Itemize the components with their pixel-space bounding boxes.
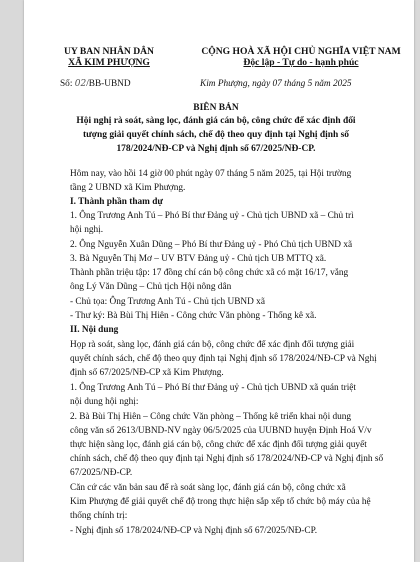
content-2-line-2: nội dung hội nghị: xyxy=(70,397,139,407)
attendee-1-line-2: hội nghị. xyxy=(70,225,104,235)
summoned-line-1: Thành phần triệu tập: 17 đồng chí cán bộ công chức xã có mặt 16/17, vắng xyxy=(70,268,349,278)
summoned-line-2: ông Lý Văn Dũng – Chủ tịch Hội nông dân xyxy=(70,282,232,292)
content-3-line-1: 2. Bà Bùi Thị Hiên – Công chức Văn phòng – Thống kê triển khai nội dung xyxy=(70,412,352,422)
content-3-line-5: 67/2025/NĐ-CP. xyxy=(70,468,133,478)
handwritten-number: 02 xyxy=(74,79,87,89)
content-1-line-2: quyết chính sách, chế độ theo quy định tại Nghị định số 178/2024/NĐ-CP và Nghị xyxy=(70,354,377,364)
intro-line-1: Hôm nay, vào hồi 14 giờ 00 phút ngày 07 tháng 5 năm 2025, tại Hội trường xyxy=(70,169,352,179)
national-motto: Độc lập - Tự do - hạnh phúc xyxy=(243,57,359,68)
chair: - Chủ tọa: Ông Trương Anh Tú - Chủ tịch UBND xã xyxy=(70,297,265,307)
content-3-line-3: thực hiện sàng lọc, đánh giá cán bộ, công chức để xác định đối tượng giải quyết xyxy=(70,440,367,450)
document-title: BIÊN BẢN xyxy=(193,102,239,113)
section-1-heading: I. Thành phần tham dự xyxy=(70,197,164,207)
content-4-line-3: thống chính trị: xyxy=(70,511,128,521)
content-3-line-4: chính sách, chế độ theo quy định tại Nghị định số 178/2024/NĐ-CP và Nghị định số xyxy=(70,454,384,464)
document-number xyxy=(60,78,131,90)
decree-reference: - Nghị định số 178/2024/NĐ-CP và Nghị định số 67/2025/NĐ-CP. xyxy=(70,526,318,536)
document-page xyxy=(24,0,414,562)
attendee-1-line-1: 1. Ông Trương Anh Tú – Phó Bí thư Đảng uỷ - Chủ tịch UBND xã – Chủ trì xyxy=(70,211,354,221)
attendee-2: 2. Ông Nguyễn Xuân Dũng – Phó Bí thư Đảng uỷ - Phó Chủ tịch UBND xã xyxy=(70,240,353,250)
intro-line-2: tầng 2 UBND xã Kim Phượng. xyxy=(70,183,186,193)
content-4-line-2: Kim Phượng để giải quyết chế độ trong thực hiện sắp xếp tổ chức bộ máy của hệ xyxy=(70,497,371,507)
content-4-line-1: Căn cứ các văn bản sau để rà soát sàng lọc, đánh giá cán bộ, công chức xã xyxy=(70,483,346,493)
number-prefix: Số: xyxy=(60,79,73,89)
content-3-line-2: công văn số 2613/UBND-NV ngày 06/5/2025 của UUBND huyện Định Hoá V/v xyxy=(70,426,372,436)
content-1-line-1: Họp rà soát, sàng lọc, đánh giá cán bộ, công chức để xác định đối tượng giải xyxy=(70,340,355,350)
title-line-3: 178/2024/NĐ-CP và Nghị định số 67/2025/NĐ-CP. xyxy=(116,143,316,154)
secretary: - Thư ký: Bà Bùi Thị Hiên - Công chức Văn phòng - Thống kê xã. xyxy=(70,311,317,321)
section-2-heading: II. Nội dung xyxy=(70,325,119,335)
content-2-line-1: 1. Ông Trương Anh Tú – Phó Bí thư Đảng uỷ - Chủ tịch UBND xã quán triệt xyxy=(70,383,356,393)
issuer-commune: XÃ KIM PHƯỢNG xyxy=(68,57,150,68)
number-suffix: /BB-UBND xyxy=(86,79,131,89)
national-title: CỘNG HOÀ XÃ HỘI CHỦ NGHĨA VIỆT NAM xyxy=(201,46,401,57)
place-date: Kim Phượng, ngày 07 tháng 5 năm 2025 xyxy=(200,79,352,89)
issuer-name: UY BAN NHÂN DÂN xyxy=(64,46,154,57)
title-line-2: tượng giải quyết chính sách, chế độ theo quy định tại Nghị định số xyxy=(82,129,349,140)
title-line-1: Hội nghị rà soát, sàng lọc, đánh giá cán bộ, công chức để xác định đối xyxy=(76,115,356,126)
attendee-3: 3. Bà Nguyễn Thị Mơ – UV BTV Đảng uỷ - Chủ tịch UB MTTQ xã. xyxy=(70,254,327,264)
content-1-line-3: định số 67/2025/NĐ-CP xã Kim Phượng. xyxy=(70,368,224,378)
